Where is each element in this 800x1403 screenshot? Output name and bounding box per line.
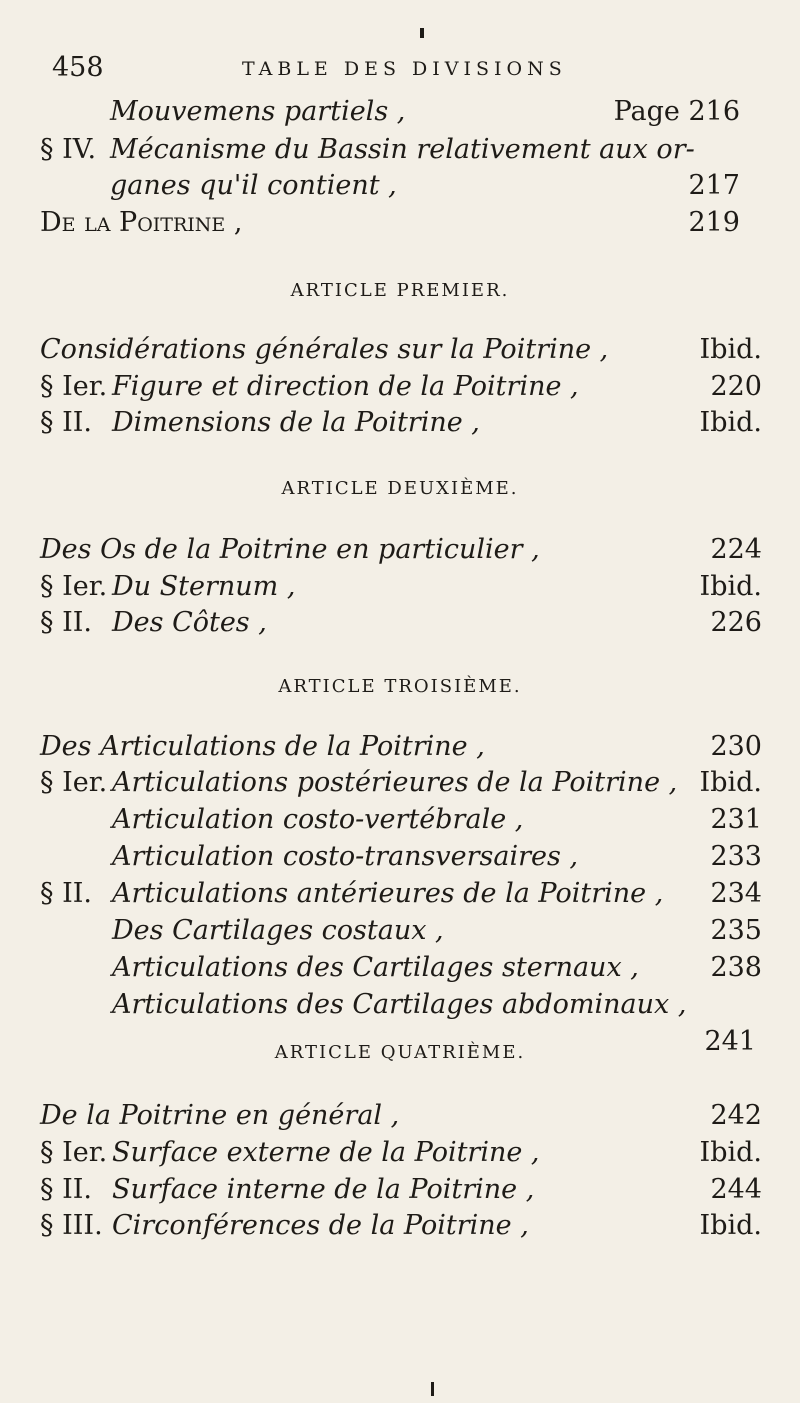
toc-entry: [40, 330, 762, 370]
ink-mark: [431, 1382, 434, 1396]
entry-title: Articulations des Cartilages sternaux ,: [112, 952, 639, 983]
toc-entry: [40, 367, 762, 407]
toc-entry: [40, 567, 762, 607]
entry-title: Articulations antérieures de la Poitrine ,: [112, 878, 664, 909]
entry-page: 219: [688, 207, 740, 238]
entry-title: Articulations postérieures de la Poitrine ,: [112, 767, 678, 798]
entry-section: § II.: [40, 1174, 92, 1205]
entry-page: 220: [710, 371, 762, 402]
entry-title: Des Os de la Poitrine en particulier ,: [40, 534, 540, 565]
article-heading: ARTICLE TROISIÈME.: [278, 676, 522, 697]
toc-entry: [40, 985, 762, 1025]
entry-page: 234: [710, 878, 762, 909]
entry-title: Articulation costo-vertébrale ,: [112, 804, 524, 835]
toc-entry: [40, 130, 760, 170]
entry-title: Des Côtes ,: [112, 607, 267, 638]
entry-page: 244: [710, 1174, 762, 1205]
entry-page: 231: [710, 804, 762, 835]
toc-entry: [40, 403, 762, 443]
entry-page: 238: [710, 952, 762, 983]
entry-title: Du Sternum ,: [112, 571, 296, 602]
entry-page: Ibid.: [699, 767, 762, 798]
running-title: TABLE DES DIVISIONS: [242, 58, 567, 80]
entry-section: § Ier.: [40, 571, 108, 602]
entry-title: De la Poitrine ,: [40, 207, 243, 238]
entry-section: § Ier.: [40, 371, 108, 402]
article-heading: ARTICLE DEUXIÈME.: [281, 478, 519, 499]
entry-title: Figure et direction de la Poitrine ,: [112, 371, 579, 402]
entry-title: Circonférences de la Poitrine ,: [112, 1210, 529, 1241]
entry-page: Ibid.: [699, 1210, 762, 1241]
article-heading: ARTICLE PREMIER.: [290, 280, 510, 301]
entry-page: 242: [710, 1100, 762, 1131]
entry-page: Page 216: [613, 96, 740, 127]
entry-page: Ibid.: [699, 407, 762, 438]
toc-entry: [40, 837, 762, 877]
entry-title: ganes qu'il contient ,: [110, 170, 397, 201]
entry-section: § II.: [40, 878, 92, 909]
entry-title: Surface externe de la Poitrine ,: [112, 1137, 540, 1168]
page-number: 458: [52, 52, 104, 83]
ink-mark: [420, 28, 424, 38]
toc-entry: [40, 727, 762, 767]
toc-entry: [40, 911, 762, 951]
entry-section: § Ier.: [40, 1137, 108, 1168]
toc-entry: [40, 1170, 762, 1210]
entry-title: Mouvemens partiels ,: [110, 96, 406, 127]
toc-entry: [40, 1133, 762, 1173]
entry-page: Ibid.: [699, 334, 762, 365]
entry-title: Articulations des Cartilages abdominaux ,: [112, 989, 687, 1020]
entry-page: 241: [704, 1026, 756, 1057]
entry-title: Mécanisme du Bassin relativement aux or-: [110, 134, 695, 165]
entry-section: § IV.: [40, 134, 97, 165]
toc-entry: [40, 874, 762, 914]
entry-page: 233: [710, 841, 762, 872]
entry-section: § Ier.: [40, 767, 108, 798]
entry-page: Ibid.: [699, 571, 762, 602]
entry-page: Ibid.: [699, 1137, 762, 1168]
toc-entry: [40, 1096, 762, 1136]
entry-title: De la Poitrine en général ,: [40, 1100, 400, 1131]
page-header: [52, 52, 732, 92]
entry-title: Dimensions de la Poitrine ,: [112, 407, 480, 438]
entry-page: 224: [710, 534, 762, 565]
toc-entry: [40, 1206, 762, 1246]
article-heading: ARTICLE QUATRIÈME.: [274, 1042, 526, 1063]
entry-page: 226: [710, 607, 762, 638]
toc-entry: [40, 800, 762, 840]
toc-entry: [40, 603, 762, 643]
entry-section: § II.: [40, 607, 92, 638]
entry-page: 230: [710, 731, 762, 762]
toc-entry: [40, 948, 762, 988]
toc-entry: [40, 203, 740, 243]
entry-page: 235: [710, 915, 762, 946]
entry-section: § III.: [40, 1210, 103, 1241]
entry-page: 217: [688, 170, 740, 201]
toc-entry: [40, 530, 762, 570]
toc-entry: [90, 166, 750, 206]
entry-section: § II.: [40, 407, 92, 438]
entry-title: Des Articulations de la Poitrine ,: [40, 731, 485, 762]
entry-title: Articulation costo-transversaires ,: [112, 841, 579, 872]
toc-entry: [40, 763, 762, 803]
entry-title: Considérations générales sur la Poitrine ,: [40, 334, 609, 365]
toc-entry: [90, 92, 750, 132]
entry-title: Surface interne de la Poitrine ,: [112, 1174, 535, 1205]
entry-title: Des Cartilages costaux ,: [112, 915, 444, 946]
